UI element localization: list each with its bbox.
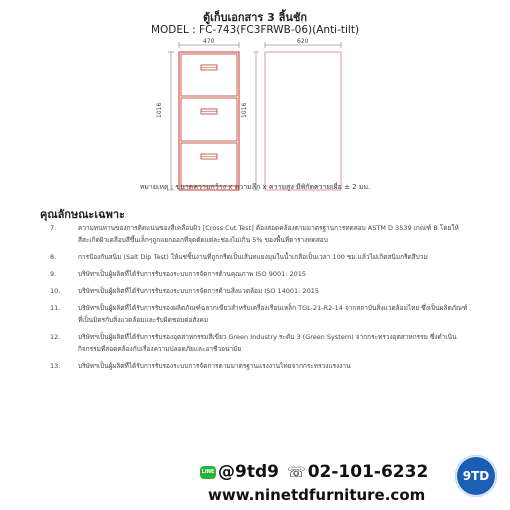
phone-number[interactable]: 02-101-6232: [307, 462, 429, 482]
front-view: [179, 52, 239, 190]
list-item: [50, 251, 470, 263]
line-id[interactable]: @9td9: [218, 462, 279, 482]
width-label: 470: [203, 38, 215, 45]
drawer-3: [181, 143, 237, 186]
drawer-1: [181, 54, 237, 96]
side-height-label: 1016: [241, 102, 248, 118]
brand-logo: 9TD: [455, 455, 497, 497]
item-text: บริษัทฯเป็นผู้ผลิตที่ได้รับการรับรองระบบการจัดการตามมาตรฐานแรงงานไทยจากกระทรวงแรงงาน: [78, 362, 351, 370]
phone-icon: ☏: [286, 463, 306, 481]
website-link[interactable]: www.ninetdfurniture.com: [208, 486, 426, 504]
list-item: [50, 360, 470, 372]
list-item: [50, 331, 470, 355]
list-item: [50, 302, 470, 326]
item-text: บริษัทฯเป็นผู้ผลิตที่ได้รับการรับรองระบบการจัดการด้านคุณภาพ ISO 9001: 2015: [78, 270, 307, 278]
page-title: ตู้เก็บเอกสาร 3 ลิ้นชัก: [202, 11, 308, 24]
front-height-label: 1016: [156, 102, 163, 118]
item-number: 10.: [50, 287, 61, 295]
item-number: 11.: [50, 304, 61, 312]
item-text: บริษัทฯเป็นผู้ผลิตที่ได้รับการรับรองผลิตภัณฑ์ฉลากเขียวสำหรับเครื่องเรือนเหล็ก TGL-21-R2-14 จากสถาบันสิ่งแวดล้อมไทย ซึ่งเป็นผลิตภัณฑ์ที่เป็นมิตรกับสิ่งแวดล้อมและรับผิดชอบต่อสังคม: [78, 304, 468, 324]
item-text: บริษัทฯเป็นผู้ผลิตที่ได้รับการรับรองอุตสาหกรรมสีเขียว Green Industry ระดับ 3 (Green System) จากกระทรวงอุตสาหกรรม ซึ่งดำเนินกิจกรรมที่สอดคล้องกับเรื่องความปลอดภัยและอาชีวอนามัย: [78, 333, 457, 353]
depth-label: 620: [297, 38, 309, 45]
list-item: [50, 222, 470, 246]
item-number: 13.: [50, 362, 61, 370]
item-number: 9.: [50, 270, 57, 278]
list-item: [50, 268, 470, 280]
side-view: [265, 52, 341, 190]
side-height-dimension: [253, 52, 259, 190]
item-number: 7.: [50, 224, 57, 232]
item-text: บริษัทฯเป็นผู้ผลิตที่ได้รับการรับรองระบบการจัดการด้านสิ่งแวดล้อม ISO 14001: 2015: [78, 287, 319, 295]
contact-line: [200, 462, 428, 482]
item-number: 8.: [50, 253, 57, 261]
item-text: ความทนทานของการติดแน่นของสีเคลือบผิว [Cross Cut Test] ต้องสอดคล้องตามมาตรฐานการทดสอบ ASTM D 3539 เกณฑ์ B โดยให้สีสะเกิดผิวเคลือบสีขึ้นเล็กๆถูกแยกออกที่จุดตัดแต่ละช่องไม่เกิน 5% ของพื้นที่ตารางทดสอบ: [78, 224, 459, 244]
drawer-2: [181, 98, 237, 141]
item-number: 12.: [50, 333, 61, 341]
features-list: [50, 222, 470, 372]
tolerance-note: หมายเหตุ : ขนาดความกว้าง x ความลึก x ความสูง มีพิกัดความเผื่อ ± 2 มม.: [139, 183, 371, 191]
list-item: [50, 285, 470, 297]
front-height-dimension: [168, 52, 174, 190]
model-number: MODEL : FC-743(FC3FRWB-06)(Anti-tilt): [150, 24, 360, 36]
line-app-icon: LINE: [200, 466, 216, 479]
features-heading: คุณลักษณะเฉพาะ: [40, 208, 125, 221]
item-text: การป้องกันสนิม (Salt Dip Test) ให้แช่ชิ้นงานที่ถูกกรีดเป็นเส้นทแยงมุมในน้ำเกลือเป็นเวลา 100 ชม.แล้วไม่เกิดสนิมกรีดสีบวม: [78, 253, 428, 261]
